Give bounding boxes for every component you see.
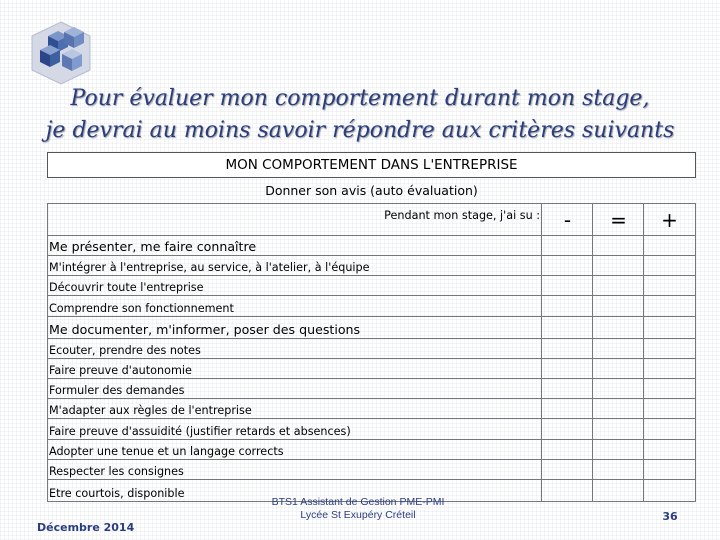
criterion-label: Faire preuve d'assuidité (justifier retards et absences) xyxy=(49,425,351,438)
table-prompt: Pendant mon stage, j'ai su : xyxy=(384,209,540,222)
criterion-label: Respecter les consignes xyxy=(49,465,184,478)
table-row xyxy=(47,440,696,460)
footer-date: Décembre 2014 xyxy=(37,521,135,534)
table-row xyxy=(47,317,696,339)
table-row xyxy=(47,339,696,359)
table-row xyxy=(47,399,696,419)
table-row xyxy=(47,256,696,276)
criterion-label: Ecouter, prendre des notes xyxy=(49,344,201,357)
table-left-border xyxy=(47,203,48,502)
table-right-border xyxy=(695,203,696,502)
table-row xyxy=(47,236,696,256)
table-row xyxy=(47,419,696,440)
footer-course-line-2: Lycée St Exupéry Créteil xyxy=(300,509,416,521)
table-row xyxy=(47,276,696,296)
column-equal-label: = xyxy=(610,208,627,232)
column-minus-label: - xyxy=(563,208,572,232)
table-subtitle: Donner son avis (auto évaluation) xyxy=(265,183,478,198)
criterion-label: Me documenter, m'informer, poser des questions xyxy=(49,322,361,337)
cube-logo-icon xyxy=(30,20,92,86)
table-column-header-row xyxy=(47,203,696,236)
criterion-label: Formuler des demandes xyxy=(49,384,185,397)
table-header: MON COMPORTEMENT DANS L'ENTREPRISE xyxy=(47,152,696,178)
footer-course-line-1: BTS1 Assistant de Gestion PME-PMI xyxy=(271,496,445,508)
table-row xyxy=(47,296,696,317)
criterion-label: Me présenter, me faire connaître xyxy=(49,239,257,254)
slide-title-line-2: je devrai au moins savoir répondre aux critères suivants xyxy=(45,118,675,143)
evaluation-table xyxy=(47,203,696,502)
criterion-label: M'adapter aux règles de l'entreprise xyxy=(49,404,252,417)
column-divider xyxy=(541,203,542,502)
footer-course xyxy=(250,496,466,522)
slide-title-line-1: Pour évaluer mon comportement durant mon stage, xyxy=(70,86,650,111)
page-number: 36 xyxy=(662,510,678,523)
criterion-label: Découvrir toute l'entreprise xyxy=(49,281,204,294)
column-divider xyxy=(643,203,644,502)
table-row xyxy=(47,359,696,379)
criterion-label: Faire preuve d'autonomie xyxy=(49,364,192,377)
column-plus-label: + xyxy=(661,208,678,232)
criterion-label: Adopter une tenue et un langage corrects xyxy=(49,445,284,458)
criterion-label: Etre courtois, disponible xyxy=(49,487,185,500)
criterion-label: M'intégrer à l'entreprise, au service, à l'atelier, à l'équipe xyxy=(49,261,370,274)
table-row xyxy=(47,460,696,480)
column-divider xyxy=(592,203,593,502)
table-row xyxy=(47,379,696,399)
criterion-label: Comprendre son fonctionnement xyxy=(49,302,234,315)
